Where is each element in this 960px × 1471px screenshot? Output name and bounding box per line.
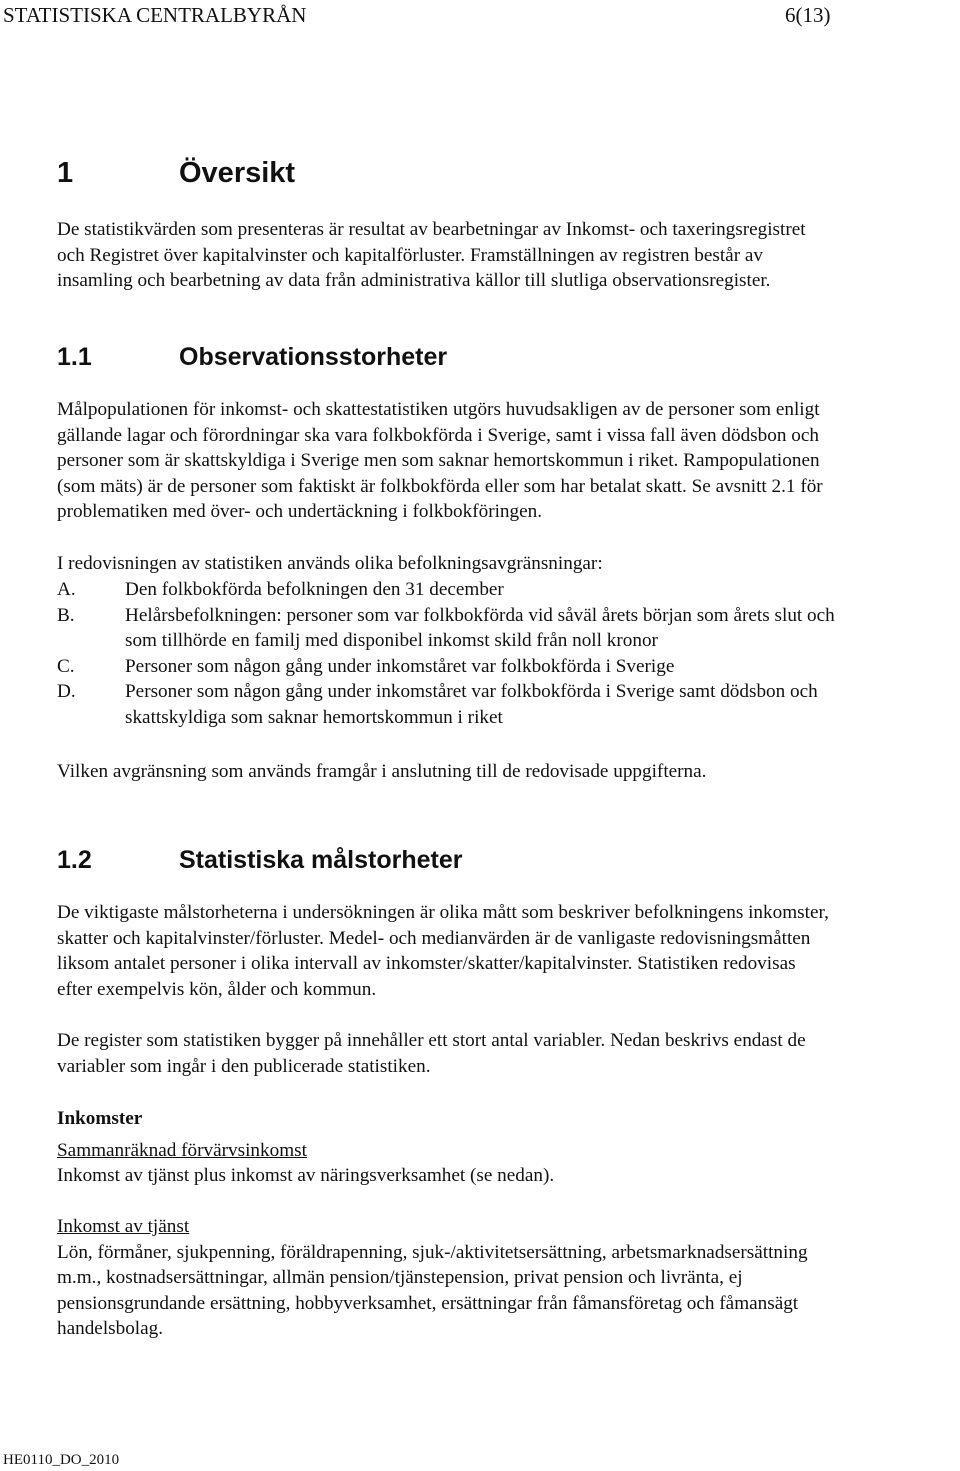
section-1-2-paragraph-2 [57,1028,960,1079]
list-item-text: Den folkbokförda befolkningen den 31 december [125,579,504,600]
section-1-heading [57,157,295,190]
paragraph-line: insamling och bearbetning av data från administrativa källor till slutliga observationsregister. [57,270,771,292]
paragraph-line: personer som är skattskyldiga i Sverige men som saknar hemortskommun i riket. Rampopulationen [57,450,820,472]
population-list [57,577,960,731]
paragraph-line: skatter och kapitalvinster/förluster. Medel- och medianvärden är de vanligaste redovisningsmåtten [57,927,811,949]
section-1-1-closing [57,759,960,785]
inkomster-heading: Inkomster [57,1108,143,1129]
intro-line: I redovisningen av statistiken används olika befolkningsavgränsningar: [57,553,603,574]
footer-document-code: HE0110_DO_2010 [3,1452,120,1468]
paragraph-line: (som mäts) är de personer som faktiskt är folkbokförda eller som har betalat skatt. Se avsnitt 2.1 för [57,475,823,497]
list-item-text: skattskyldiga som saknar hemortskommun i riket [125,706,503,728]
list-item [57,577,960,603]
list-item-label: B. [57,604,75,626]
section-1-2-heading [57,846,462,875]
paragraph-line: handelsbolag. [57,1318,164,1340]
list-item-label: C. [57,655,75,677]
sammanraknad-heading: Sammanräknad förvärvsinkomst [57,1139,307,1161]
section-1-1-heading [57,343,447,372]
paragraph-line: gällande lagar och förordningar ska vara folkbokförda i Sverige, samt i vissa fall även dödsbon och [57,424,819,446]
section-1-2-number: 1.2 [57,846,92,874]
inkomst-av-tjanst-block [57,1214,960,1342]
paragraph-line: efter exempelvis kön, ålder och kommun. [57,978,377,1000]
paragraph-line: pensionsgrundande ersättning, hobbyverksamhet, ersättningar från fåmansföretag och fåmansägt [57,1292,799,1314]
paragraph-line: variabler som ingår i den publicerade statistiken. [57,1055,431,1077]
section-1-2-paragraph-1 [57,900,960,1002]
list-item-text: Helårsbefolkningen: personer som var folkbokförda vid såväl årets början som årets slut och [125,604,835,626]
list-item [57,603,960,654]
paragraph-line: liksom antalet personer i olika intervall av inkomster/skatter/kapitalvinster. Statistiken redovisas [57,953,796,975]
section-1-2-title: Statistiska målstorheter [179,846,463,874]
section-1-1-intro [57,551,960,577]
section-1-paragraph [57,217,960,294]
paragraph-line: Lön, förmåner, sjukpenning, föräldrapenning, sjuk-/aktivitetsersättning, arbetsmarknadsersättning [57,1241,808,1263]
section-1-1-paragraph [57,397,960,525]
paragraph-line: m.m., kostnadsersättningar, allmän pension/tjänstepension, privat pension och livränta, ej [57,1267,743,1289]
list-item-label: D. [57,681,76,703]
section-1-1-number: 1.1 [57,343,92,371]
inkomster-block [57,1106,960,1189]
list-item [57,654,960,680]
list-item-label: A. [57,579,76,600]
paragraph-line: och Registret över kapitalvinster och kapitalförluster. Framställningen av registren består av [57,244,763,266]
list-item-text: Personer som någon gång under inkomståret var folkbokförda i Sverige [125,655,675,677]
paragraph-line: Målpopulationen för inkomst- och skattestatistiken utgörs huvudsakligen av de personer som enligt [57,399,820,420]
list-item-text: Personer som någon gång under inkomståret var folkbokförda i Sverige samt dödsbon och [125,681,818,703]
sammanraknad-text: Inkomst av tjänst plus inkomst av näringsverksamhet (se nedan). [57,1165,555,1187]
list-item-text: som tillhörde en familj med disponibel inkomst skild från noll kronor [125,630,658,652]
paragraph-line: De viktigaste målstorheterna i undersökningen är olika mått som beskriver befolkningens inkomster, [57,902,829,923]
section-1-1-title: Observationsstorheter [179,343,448,371]
paragraph-line: De register som statistiken bygger på innehåller ett stort antal variabler. Nedan beskrivs endast de [57,1030,806,1051]
closing-line: Vilken avgränsning som används framgår i anslutning till de redovisade uppgifterna. [57,761,707,782]
section-1-number: 1 [57,157,74,189]
list-item [57,679,960,730]
inkomst-av-tjanst-heading: Inkomst av tjänst [57,1216,190,1237]
header-page-number: 6(13) [785,3,831,27]
header-organization: STATISTISKA CENTRALBYRÅN [3,3,307,27]
section-1-title: Översikt [179,157,296,189]
paragraph-line: problematiken med över- och undertäckning i folkbokföringen. [57,501,543,523]
paragraph-line: De statistikvärden som presenteras är resultat av bearbetningar av Inkomst- och taxeringsregistret [57,219,806,240]
